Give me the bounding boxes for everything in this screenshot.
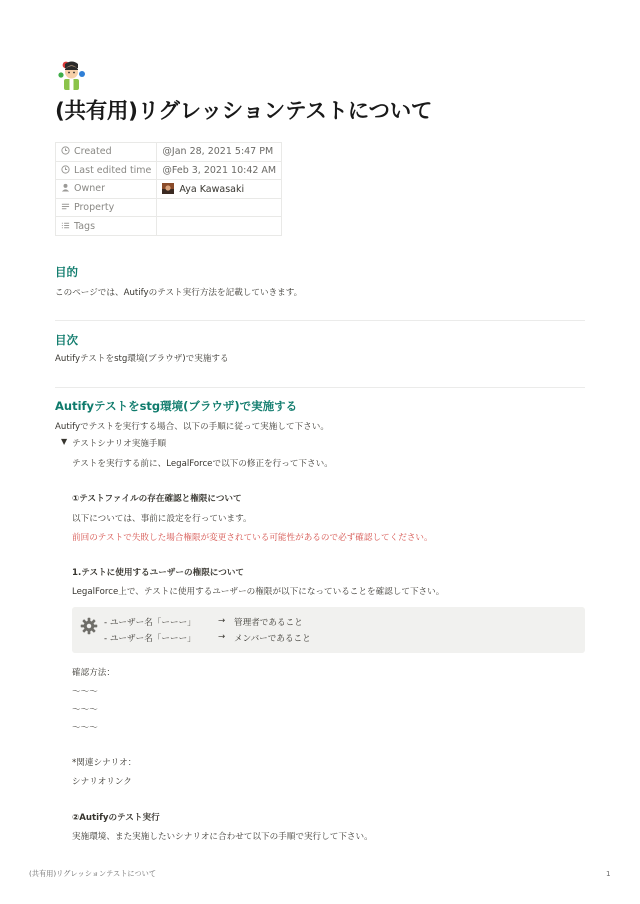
list-icon bbox=[61, 221, 70, 230]
confirm-line: 〜〜〜 bbox=[72, 705, 98, 715]
toc-heading: 目次 bbox=[55, 333, 78, 347]
text-lines-icon bbox=[61, 202, 70, 211]
page-title: (共有用)リグレッションテストについて bbox=[55, 99, 433, 124]
related-link[interactable]: シナリオリンク bbox=[72, 777, 132, 787]
property-value[interactable]: @Jan 28, 2021 5:47 PM bbox=[157, 143, 282, 162]
person-emoji-icon bbox=[56, 58, 90, 92]
related-label: *関連シナリオ： bbox=[72, 758, 137, 768]
purpose-heading: 目的 bbox=[55, 265, 78, 279]
confirm-line: 〜〜〜 bbox=[72, 723, 98, 733]
step1-text: 以下については、事前に設定を行っています。 bbox=[72, 514, 252, 524]
property-key: Created bbox=[74, 146, 112, 158]
arrow-icon: → bbox=[218, 616, 226, 626]
arrow-icon: → bbox=[218, 632, 226, 642]
step1-warning: 前回のテストで失敗した場合権限が変更されている可能性があるので必ず確認してください。 bbox=[72, 533, 433, 543]
property-key: Tags bbox=[74, 220, 96, 232]
confirm-line: 〜〜〜 bbox=[72, 687, 98, 697]
clock-icon bbox=[61, 146, 70, 155]
callout-box bbox=[72, 607, 585, 653]
main-section-heading: Autifyテストをstg環境(ブラウザ)で実施する bbox=[55, 399, 298, 413]
avatar bbox=[162, 183, 174, 194]
person-icon bbox=[61, 183, 70, 192]
toggle-label[interactable]: テストシナリオ実施手順 bbox=[72, 439, 167, 449]
page-number: 1 bbox=[606, 869, 611, 878]
sub1-text: LegalForce上で、テストに使用するユーザーの権限が以下になっていることを確認して下さい。 bbox=[72, 587, 445, 597]
toc-link[interactable]: Autifyテストをstg環境(ブラウザ)で実施する bbox=[55, 354, 229, 364]
toggle-triangle-icon[interactable]: ▼ bbox=[61, 437, 68, 446]
property-row-last-edited[interactable] bbox=[56, 161, 282, 180]
property-value[interactable] bbox=[157, 198, 282, 217]
callout-line-right: 管理者であること bbox=[234, 618, 303, 628]
divider bbox=[55, 320, 585, 321]
footer-title: (共有用)リグレッションテストについて bbox=[29, 869, 157, 878]
owner-name: Aya Kawasaki bbox=[179, 183, 245, 195]
property-key: Property bbox=[74, 202, 115, 214]
property-key: Last edited time bbox=[74, 164, 152, 176]
callout-line-right: メンバーであること bbox=[234, 634, 311, 644]
clock-icon bbox=[61, 165, 70, 174]
step2-text: 実施環境、また実施したいシナリオに合わせて以下の手順で実行して下さい。 bbox=[72, 832, 373, 842]
callout-line-left: - ユーザー名「ーーー」 bbox=[104, 618, 196, 628]
property-row-property[interactable] bbox=[56, 198, 282, 217]
confirm-label: 確認方法： bbox=[72, 668, 115, 678]
property-row-tags[interactable] bbox=[56, 217, 282, 236]
property-key: Owner bbox=[74, 183, 106, 195]
toggle-intro-text: テストを実行する前に、LegalForceで以下の修正を行って下さい。 bbox=[72, 459, 333, 469]
step2-heading: ②Autifyのテスト実行 bbox=[72, 813, 160, 823]
property-row-created[interactable] bbox=[56, 143, 282, 162]
divider bbox=[55, 387, 585, 388]
property-row-owner[interactable] bbox=[56, 180, 282, 199]
main-intro-text: Autifyでテストを実行する場合、以下の手順に従って実施して下さい。 bbox=[55, 422, 329, 432]
property-value[interactable] bbox=[157, 217, 282, 236]
gear-icon bbox=[80, 617, 98, 635]
step1-heading: ①テストファイルの存在確認と権限について bbox=[72, 494, 242, 504]
property-value[interactable]: @Feb 3, 2021 10:42 AM bbox=[157, 161, 282, 180]
sub1-heading: 1.テストに使用するユーザーの権限について bbox=[72, 568, 245, 578]
callout-line-left: - ユーザー名「ーーー」 bbox=[104, 634, 196, 644]
purpose-text: このページでは、Autifyのテスト実行方法を記載していきます。 bbox=[55, 288, 303, 298]
properties-table bbox=[55, 142, 282, 236]
